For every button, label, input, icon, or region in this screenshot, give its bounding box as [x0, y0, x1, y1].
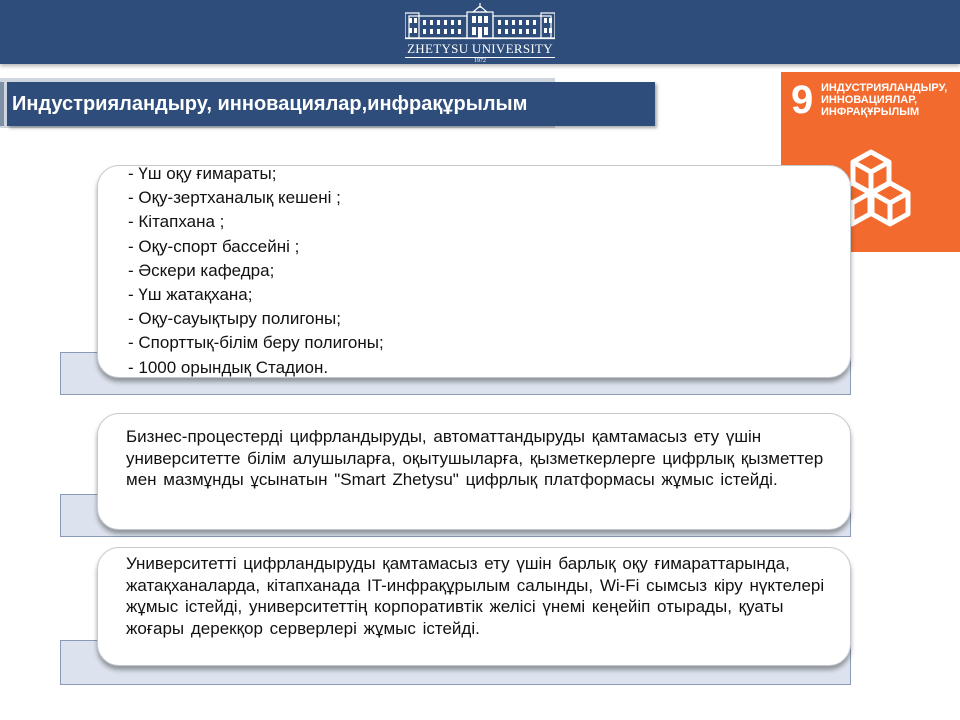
smart-zhetysu-card	[97, 413, 851, 530]
smart-zhetysu-text: Бизнес-процестерді цифрландыруды, автоматтандыруды қамтамасыз ету үшін университетте білім алушыларға, оқытушыларға, қызметкерлерге цифрлық қызметтер мен мазмұнды ұсынатын "Smart Zhetysu" цифрлық платформасы жұмыс істейді.	[126, 427, 824, 489]
sdg-label	[821, 82, 947, 118]
title-accent	[0, 82, 4, 126]
infrastructure-list	[128, 162, 840, 380]
infrastructure-list-item: - 1000 орындық Стадион.	[128, 357, 329, 377]
infrastructure-list-item: - Оқу-зертханалық кешені ;	[128, 188, 341, 208]
infrastructure-list-item: - Спорттық-білім беру полигоны;	[128, 333, 384, 353]
university-name: ZHETYSU UNIVERSITY	[407, 41, 553, 56]
infrastructure-list-item: - Оқу-спорт бассейні ;	[128, 236, 300, 256]
university-logo	[390, 2, 570, 68]
sdg-label-line: ИНФРАҚҰРЫЛЫМ	[821, 106, 920, 118]
it-infrastructure-text: Университетті цифрландыруды қамтамасыз ету үшін барлық оқу ғимараттарында, жатақханаларда, кітапханада IT-инфрақұрылым салынды, Wi-Fi сымсыз кіру нүктелері жұмыс істейді, университеттің корпоративтік желісі үнемі кеңейіп отырады, қуаты жоғары дерекқор серверлері жұмыс істейді.	[126, 554, 825, 638]
infrastructure-list-item: - Оқу-сауықтыру полигоны;	[128, 309, 341, 329]
slide-title: Индустрияландыру, инновациялар,инфрақұрылым	[7, 82, 655, 126]
infrastructure-list-card	[97, 165, 851, 378]
infrastructure-list-item: - Әскери кафедра;	[128, 260, 275, 280]
infrastructure-list-item: - Үш жатақхана;	[128, 284, 253, 304]
university-building-icon	[405, 2, 555, 40]
sdg-label-line: ИННОВАЦИЯЛАР,	[821, 94, 918, 106]
infrastructure-list-item: - Үш оқу ғимараты;	[128, 164, 277, 183]
sdg-number: 9	[791, 78, 814, 122]
sdg-label-line: ИНДУСТРИЯЛАНДЫРУ,	[821, 82, 948, 94]
founded-year: 1972	[474, 58, 486, 64]
infrastructure-list-item: - Кітапхана ;	[128, 212, 225, 232]
it-infrastructure-card	[97, 547, 851, 666]
